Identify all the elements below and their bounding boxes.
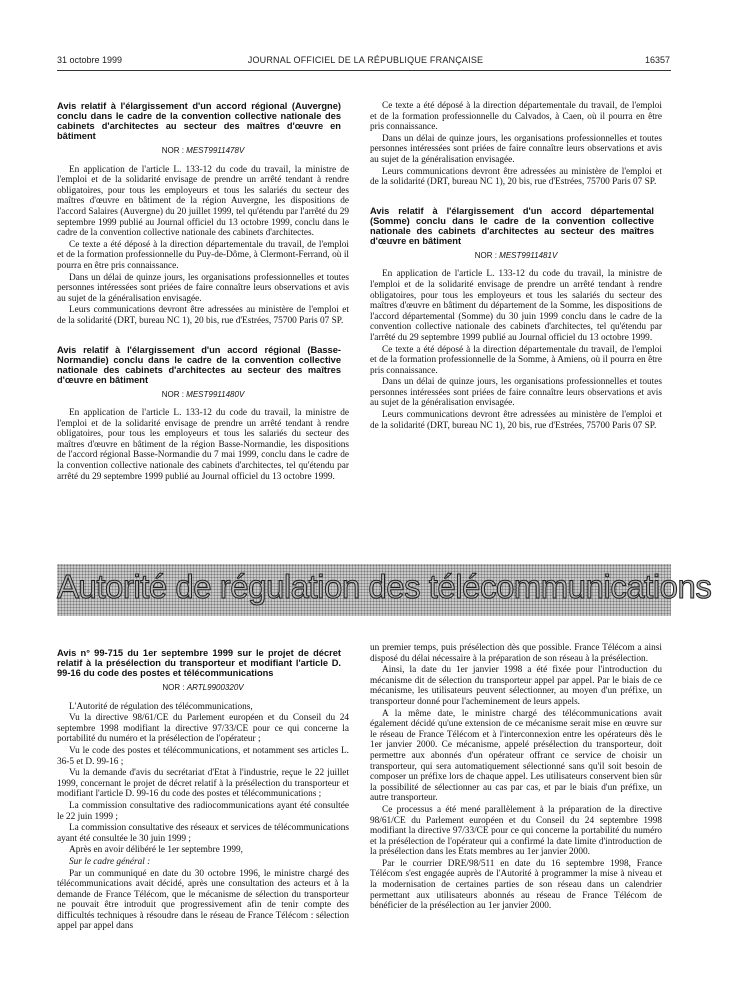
avis1-paragraph: Leurs communications devront être adressées au ministère de l'emploi et de la solidarité (DRT, bureau NC 1), 20 bis, rue d'Estrées, 75700 Paris 07 SP.: [57, 305, 349, 326]
avis4-intro: L'Autorité de régulation des télécommunications,: [69, 701, 253, 712]
avis2-nor-label: NOR :: [161, 389, 184, 399]
avis4-nor: [57, 683, 349, 694]
avis1-nor-code: MESТ9911478V: [186, 146, 245, 155]
avis1-paragraph: Ce texte a été déposé à la direction départementale du travail, de l'emploi et de la formation professionnelle du Puy-de-Dôme, à Clermont-Ferrand, où il pourra en être pris connaissance.: [57, 239, 349, 271]
avis4-intro: Vu la directive 98/61/CE du Parlement européen et du Conseil du 24 septembre 1998 modifiant la directive 97/33/CE pour ce qui concerne la portabilité du numéro et la présélection de l'opérateur ;: [57, 713, 349, 745]
avis4-body: Ainsi, la date du 1er janvier 1998 a été fixée pour l'introduction du mécanisme dit de sélection du transporteur appel par appel. Par le biais de ce mécanisme, les utilisateurs peuvent sélectionner, au moyen d'un préfixe, un transporteur donné pour l'acheminement de leurs appels.: [370, 665, 662, 707]
avis4-intro: La commission consultative des radiocommunications ayant été consultée le 22 juin 1999 ;: [57, 800, 349, 822]
avis4-intro: Vu le code des postes et télécommunications, et notamment ses articles L. 36-5 et D. 99-16 ;: [57, 745, 349, 767]
avis2-title: Avis relatif à l'élargissement d'un accord régional (Basse-Normandie) conclu dans le cadre de la convention collective nationale des cabinets d'architectes au secteur des maîtres d'œuvre en bâtiment: [57, 344, 341, 385]
avis2-paragraph: Ce texte a été déposé à la direction départementale du travail, de l'emploi et de la formation professionnelle du Calvados, à Caen, où il pourra en être pris connaissance.: [370, 101, 662, 133]
banner-title: Autorité de régulation des télécommunications: [57, 568, 712, 605]
avis4-intro: La commission consultative des réseaux et services de télécommunications ayant été consultée le 30 juin 1999 ;: [57, 823, 349, 844]
journal-title: JOURNAL OFFICIEL DE LA RÉPUBLIQUE FRANÇAISE: [247, 55, 484, 65]
header-rule: [57, 70, 671, 71]
header-date: 31 octobre 1999: [57, 55, 123, 65]
avis4-body: Par un communiqué en date du 30 octobre 1996, le ministre chargé des télécommunications avait décidé, après une consultation des acteurs et à la demande de France Télécom, que le mécanisme de sélection du transporteur ne pouvait être introduit que progressivement afin de tenir compte des difficultés techniques à résoudre dans le réseau de France Télécom : sélection appel par appel dans: [57, 868, 349, 932]
avis3-paragraph: Leurs communications devront être adressées au ministère de l'emploi et de la solidarité (DRT, bureau NC 1), 20 bis, rue d'Estrées, 75700 Paris 07 SP.: [370, 410, 662, 431]
avis4-nor-code: ARTL9900320V: [186, 683, 244, 692]
avis1-paragraph: Dans un délai de quinze jours, les organisations professionnelles et toutes personnes intéressées sont priées de faire connaître leurs observations et avis au sujet de la généralisation envisagée.: [57, 272, 349, 304]
avis3-paragraph: En application de l'article L. 133-12 du code du travail, la ministre de l'emploi et de la solidarité envisage de prendre un arrêté tendant à rendre obligatoires, pour tous les employeurs et tous les salariés du secteur des maîtres d'œuvre en bâtiment du département de la Somme, les dispositions de l'accord départemental (Somme) du 30 juin 1999 conclu dans le cadre de la convention collective nationale des cabinets d'architectes, tel qu'étendu par l'arrêté du 29 septembre 1999 publié au Journal officiel du 13 octobre 1999.: [370, 269, 662, 343]
avis3-nor: [370, 251, 662, 262]
avis2-nor: [57, 390, 349, 401]
avis4-body: un premier temps, puis présélection dès que possible. France Télécom a ainsi disposé du délai nécessaire à la préparation de son réseau à la présélection.: [370, 643, 662, 664]
avis3-paragraph: Ce texte a été déposé à la direction départementale du travail, de l'emploi et de la formation professionnelle de la Somme, à Amiens, où il pourra en être pris connaissance.: [370, 344, 662, 376]
avis2-nor-code: MESТ9911480V: [186, 389, 245, 399]
avis2-paragraph: Dans un délai de quinze jours, les organisations professionnelles et toutes personnes intéressées sont priées de faire connaître leurs observations et avis au sujet de la généralisation envisagée.: [370, 133, 662, 165]
avis2-paragraph: En application de l'article L. 133-12 du code du travail, la ministre de l'emploi et de la solidarité envisage de prendre un arrêté tendant à rendre obligatoires, pour tous les employeurs et tous les salariés du secteur des maîtres d'œuvre en bâtiment de la région Basse-Normandie, les dispositions de l'accord régional Basse-Normandie du 7 mai 1999, conclu dans le cadre de la convention collective nationale des cabinets d'architectes, tel qu'étendu par arrêté du 29 septembre 1999 publié au Journal officiel du 13 octobre 1999.: [57, 408, 349, 482]
avis4-intro: Après en avoir délibéré le 1er septembre 1999,: [69, 845, 243, 856]
avis4-nor-label: NOR :: [162, 683, 185, 692]
avis4-subhead: Sur le cadre général :: [69, 856, 151, 867]
avis1-title: Avis relatif à l'élargissement d'un accord régional (Auvergne) conclu dans le cadre de la convention collective nationale des cabinets d'architectes au secteur des maîtres d'œuvre en bâtiment: [57, 101, 341, 141]
avis4-body: Par le courrier DRE/98/511 en date du 16 septembre 1998, France Télécom s'est engagée auprès de l'Autorité à programmer la mise à niveau et la modernisation de certaines parties de son réseau dans un calendrier permettant aux utilisateurs abonnés au réseau de France Télécom de bénéficier de la présélection au 1er janvier 2000.: [370, 858, 662, 912]
section-banner: [57, 564, 712, 616]
avis1-nor: [57, 146, 349, 157]
avis3-nor-code: MESТ9911481V: [499, 250, 558, 260]
right-column-bottom: [370, 643, 662, 913]
avis4-intro: Vu la demande d'avis du secrétariat d'Etat à l'industrie, reçue le 22 juillet 1999, concernant le projet de décret relatif à la présélection du transporteur et modifiant l'article D. 99-16 du code des postes et télécommunications ;: [57, 768, 349, 800]
left-column-top: [57, 101, 349, 483]
avis1-nor-label: NOR :: [161, 146, 184, 155]
left-column-bottom: [57, 648, 349, 933]
avis4-body: A la même date, le ministre chargé des télécommunications avait également décidé qu'une extension de ce mécanisme serait mise en œuvre sur le réseau de France Télécom et à l'interconnexion entre les opérateurs dès le 1er janvier 2000. Ce mécanisme, appelé présélection du transporteur, doit permettre aux abonnés d'un opérateur offrant ce service de choisir un transporteur, qui sera automatiquement sélectionné sans qu'il soit besoin de composer un préfixe lors de chaque appel. Les utilisateurs conservent bien sûr la possibilité de sélectionner au cas par cas, et par le biais d'un préfixe, un autre transporteur.: [370, 708, 662, 804]
page-number: 16357: [644, 55, 670, 65]
avis4-body: Ce processus a été mené parallèlement à la préparation de la directive 98/61/CE du Parlement européen et du Conseil du 24 septembre 1998 modifiant la directive 97/33/CE pour ce qui concerne la portabilité du numéro et la présélection de l'opérateur qui a confirmé la date limite d'introduction de la présélection dans les Etats membres au 1er janvier 2000.: [370, 804, 662, 858]
avis2-paragraph: Leurs communications devront être adressées au ministère de l'emploi et de la solidarité (DRT, bureau NC 1), 20 bis, rue d'Estrées, 75700 Paris 07 SP.: [370, 166, 662, 188]
avis3-title: Avis relatif à l'élargissement d'un accord départemental (Somme) conclu dans le cadre de la convention collective nationale des cabinets d'architectes au secteur des maîtres d'œuvre en bâtiment: [370, 205, 654, 246]
avis3-paragraph: Dans un délai de quinze jours, les organisations professionnelles et toutes personnes intéressées sont priées de faire connaître leurs observations et avis au sujet de la généralisation envisagée.: [370, 377, 662, 409]
avis3-nor-label: NOR :: [474, 250, 497, 260]
avis1-paragraph: En application de l'article L. 133-12 du code du travail, la ministre de l'emploi et de la solidarité envisage de prendre un arrêté tendant à rendre obligatoires, pour tous les employeurs et tous les salariés du secteur des maîtres d'œuvre en bâtiment de la région Auvergne, les dispositions de l'accord Salaires (Auvergne) du 20 juillet 1999, tel qu'étendu par l'arrêté du 29 septembre 1999 publié au Journal officiel du 13 octobre 1999, conclu dans le cadre de la convention collective nationale des cabinets d'architectes.: [57, 164, 349, 239]
right-column-top: [370, 101, 662, 432]
avis4-title: Avis n° 99-715 du 1er septembre 1999 sur le projet de décret relatif à la présélection du transporteur et modifiant l'article D. 99-16 du code des postes et télécommunications: [57, 648, 341, 678]
